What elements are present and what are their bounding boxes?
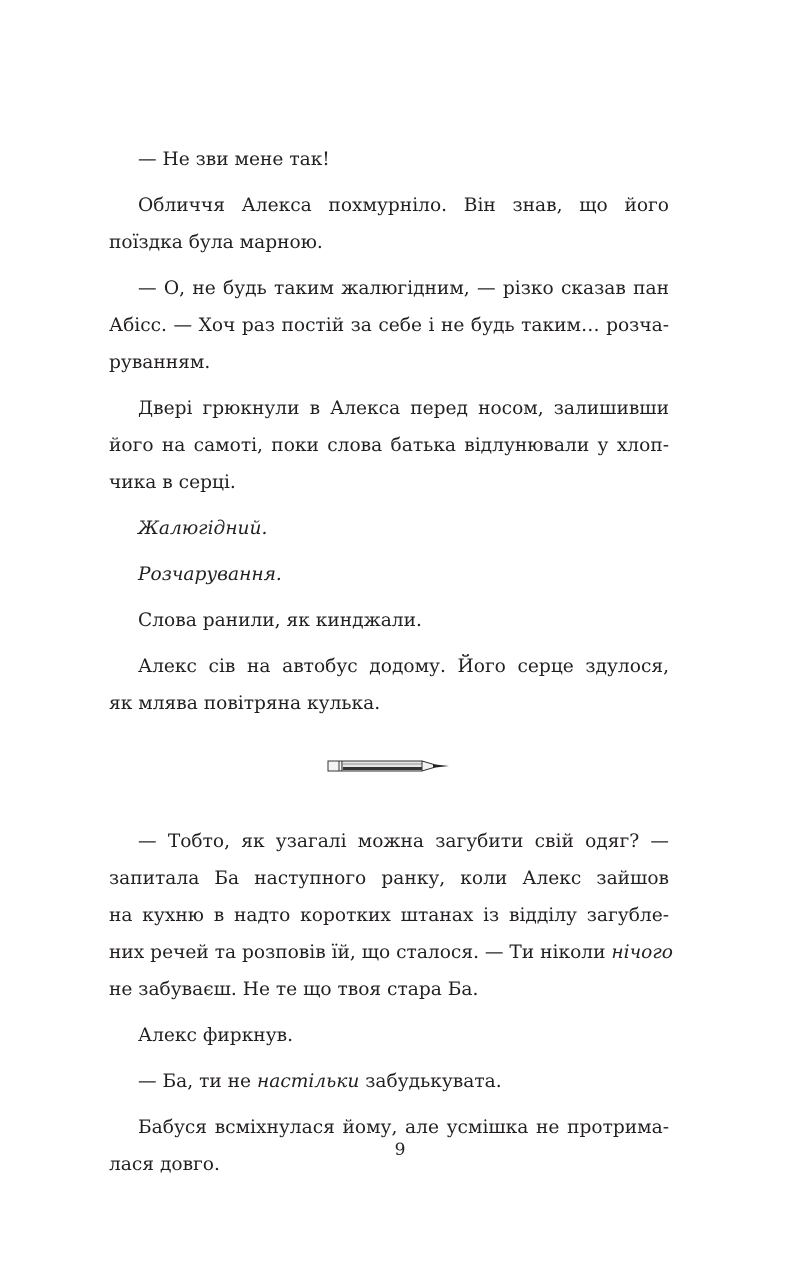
pencil-icon [327, 758, 451, 774]
italic-text: Жалюгідний. [138, 518, 268, 539]
paragraph-line: — Не зви мене так! [138, 149, 330, 170]
paragraph-line: як млява повітряна кулька. [109, 693, 381, 714]
paragraph-line: Обличчя Алекса похмурніло. Він знав, що його [138, 195, 669, 216]
paragraph-text: забудькувата. [359, 1071, 502, 1092]
italic-text: настільки [256, 1071, 360, 1092]
paragraph-line: — Тобто, як узагалі можна загубити свій одяг? — [138, 831, 669, 852]
paragraph-line: поїздка була марною. [109, 232, 323, 253]
italic-paragraph-line [109, 510, 669, 547]
book-page-text [109, 141, 673, 1183]
page-number: 9 [394, 1140, 406, 1160]
paragraph-line: не забуваєш. Не те що твоя стара Ба. [109, 979, 479, 1000]
paragraph-line: на кухню в надто коротких штанах із відділу загубле- [109, 905, 669, 926]
paragraph-line: Алекс сів на автобус додому. Його серце здулося, [138, 656, 669, 677]
paragraph-line: Алекс фиркнув. [138, 1025, 294, 1046]
italic-text: Розчарування. [138, 564, 282, 585]
paragraph-line: його на самоті, поки слова батька відлунювали у хлоп- [109, 435, 669, 456]
italic-paragraph-line [109, 556, 669, 593]
section-separator [109, 722, 669, 823]
paragraph-line: руванням. [109, 352, 211, 373]
paragraph-line: — О, не будь таким жалюгідним, — різко сказав пан [138, 278, 669, 299]
paragraph-text: них речей та розповів їй, що сталося. — Ти ніколи [109, 942, 606, 963]
paragraph-line: Слова ранили, як кинджали. [138, 610, 422, 631]
paragraph-line: лася довго. [109, 1154, 220, 1175]
paragraph-line: Абісс. — Хоч раз постій за себе і не будь таким… розча- [109, 315, 669, 336]
paragraph-line-with-italic [109, 934, 673, 971]
paragraph-line: запитала Ба наступного ранку, коли Алекс зайшов [109, 868, 669, 889]
paragraph-line-with-italic [109, 1063, 669, 1100]
italic-text: нічого [611, 942, 673, 963]
paragraph-line: Бабуся всміхнулася йому, але усмішка не протрима- [138, 1117, 669, 1138]
paragraph-line: Двері грюкнули в Алекса перед носом, залишивши [138, 398, 669, 419]
paragraph-text: — Ба, ти не [138, 1071, 257, 1092]
paragraph-line: чика в серці. [109, 472, 236, 493]
